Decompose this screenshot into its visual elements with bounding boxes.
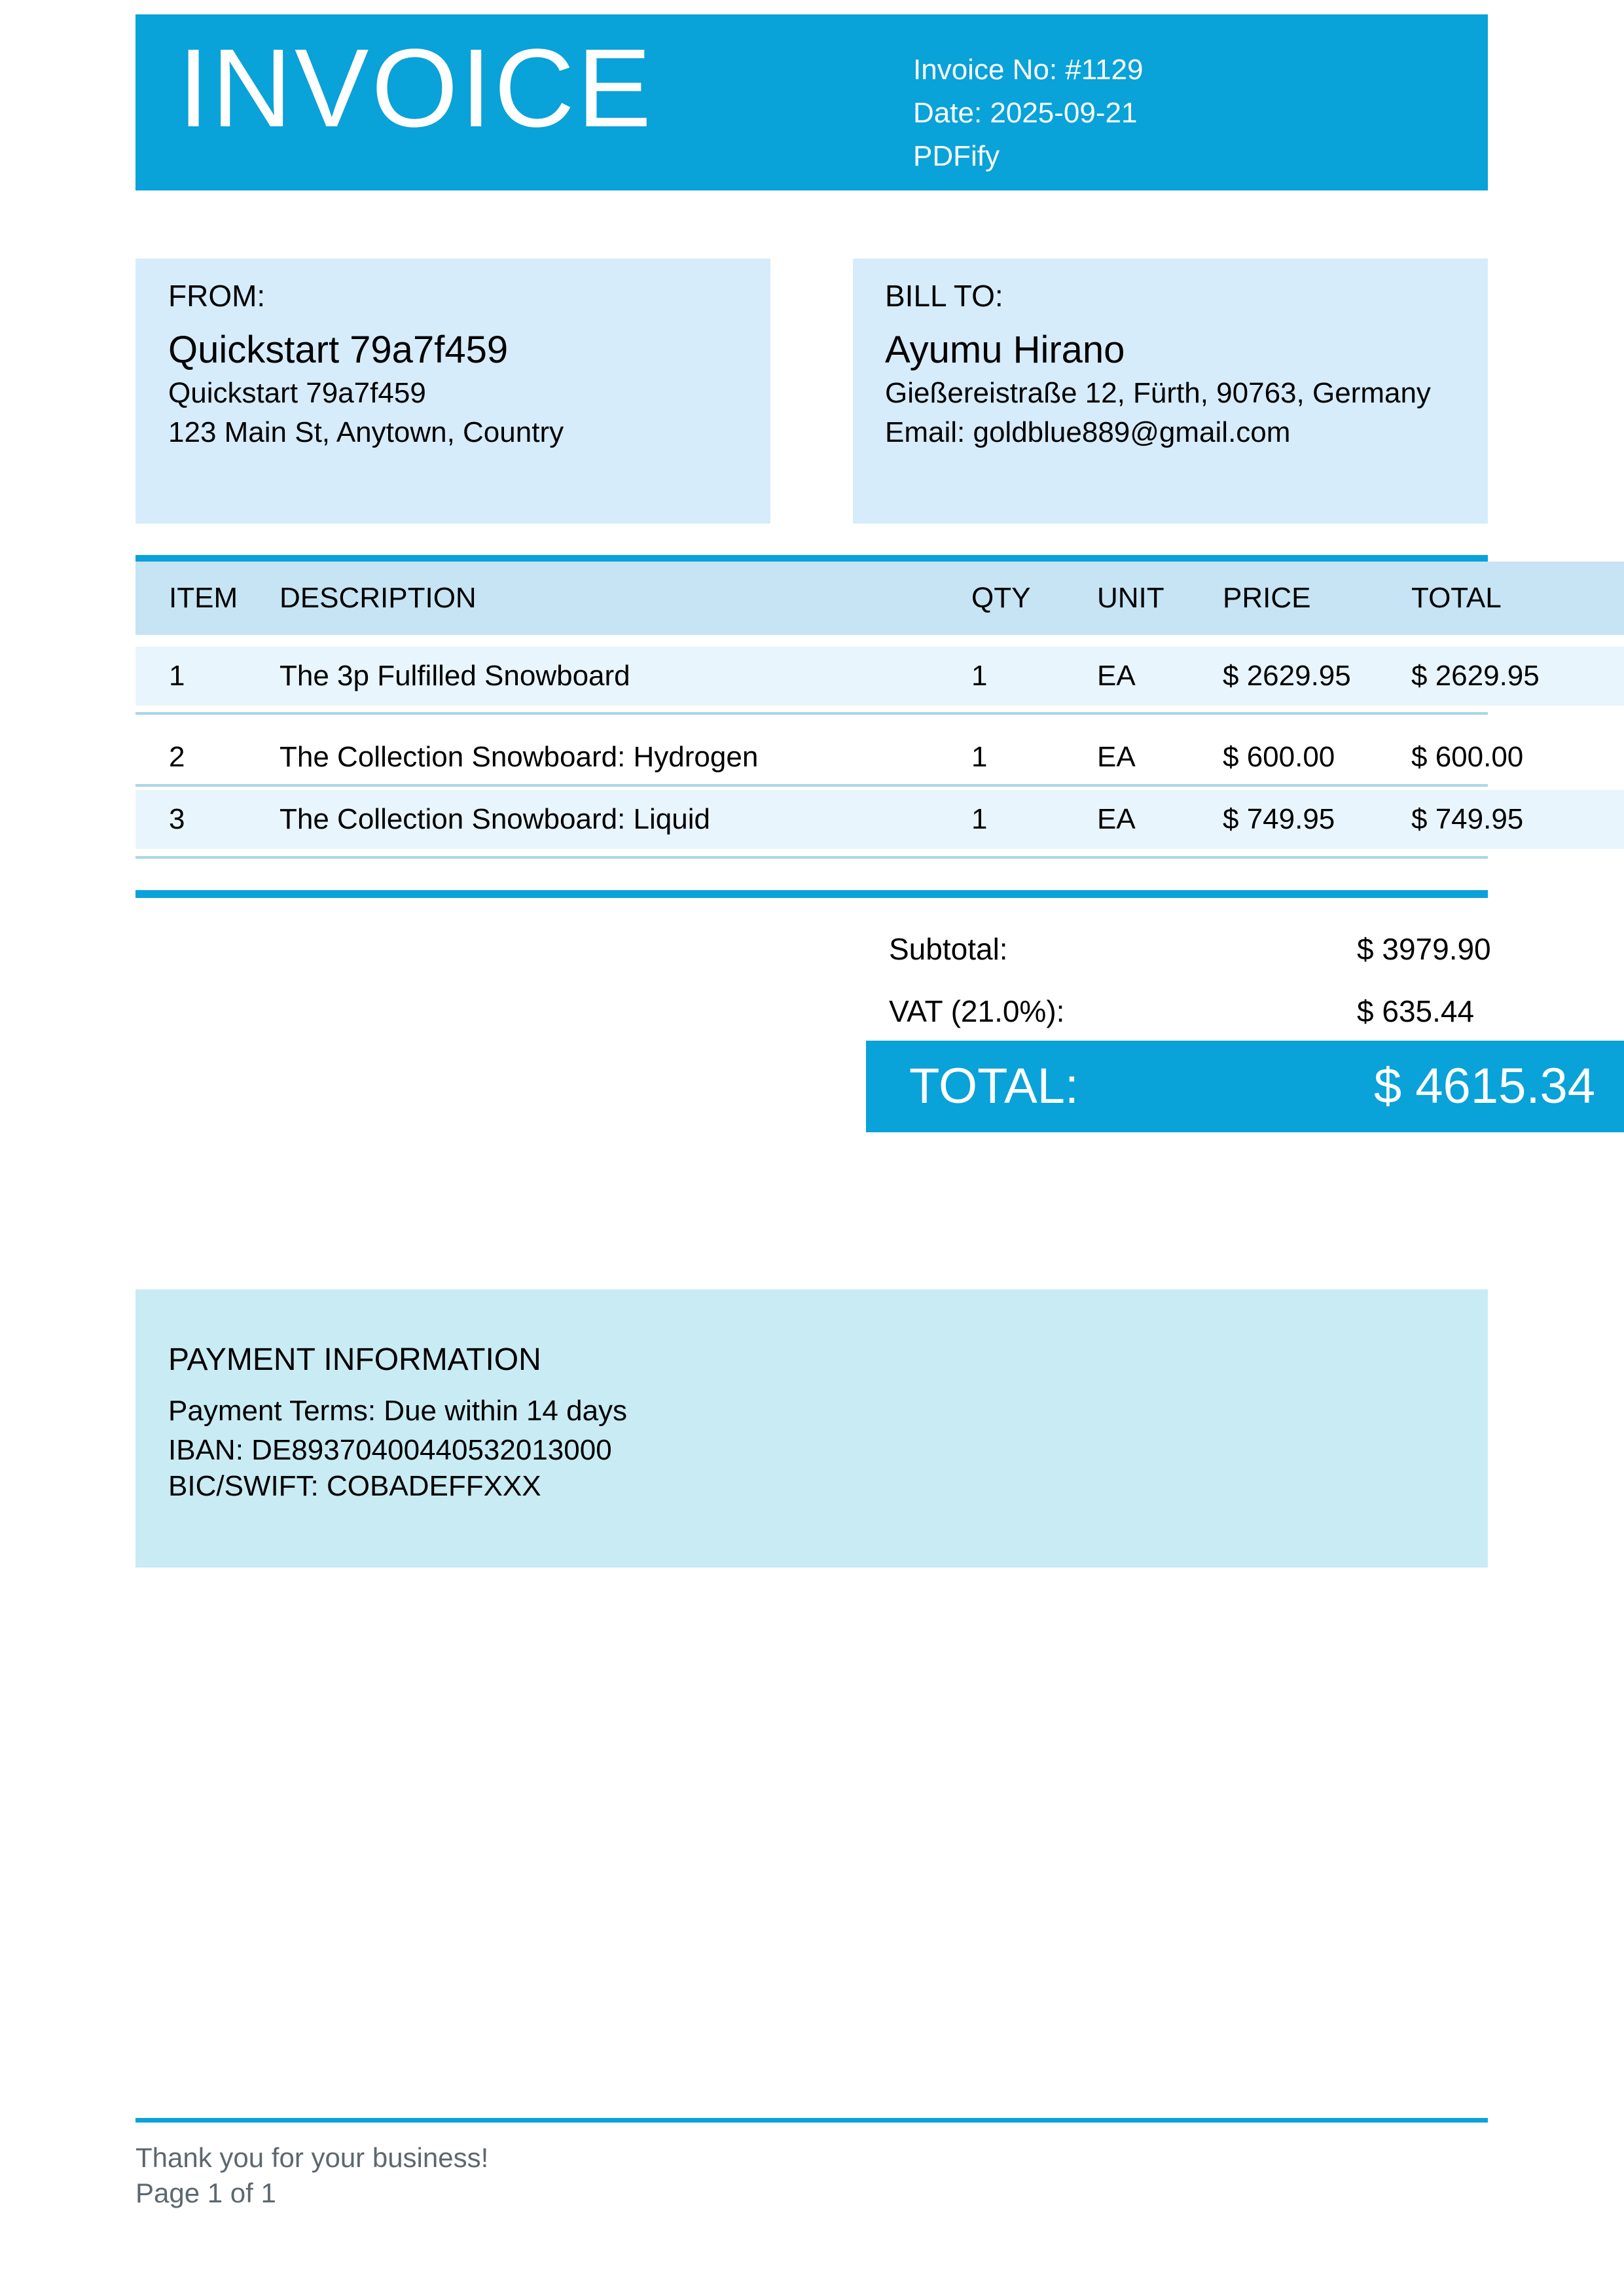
bill-to-name: Ayumu Hirano	[885, 329, 1125, 371]
bill-to-box	[853, 259, 1488, 524]
vat-label: VAT (21.0%):	[889, 994, 1065, 1028]
footer-rule	[135, 2118, 1488, 2123]
table-bottom-rule	[135, 890, 1488, 898]
from-address-line1: Quickstart 79a7f459	[168, 377, 426, 409]
from-box	[135, 259, 770, 524]
payment-info-title: PAYMENT INFORMATION	[168, 1342, 541, 1377]
invoice-meta	[913, 48, 1143, 178]
column-header-item: ITEM	[169, 582, 238, 614]
brand-name: PDFify	[913, 140, 1000, 172]
row-total: $ 600.00	[1411, 741, 1524, 773]
row-separator	[135, 712, 1488, 715]
column-header-qty: QTY	[971, 582, 1031, 614]
payment-iban: IBAN: DE89370400440532013000	[168, 1434, 612, 1466]
column-header-price: PRICE	[1223, 582, 1311, 614]
invoice-date: Date: 2025-09-21	[913, 97, 1138, 129]
payment-bic: BIC/SWIFT: COBADEFFXXX	[168, 1470, 541, 1502]
bill-to-label: BILL TO:	[885, 279, 1003, 313]
row-qty: 1	[971, 660, 988, 692]
table-row	[135, 728, 1624, 787]
row-separator	[135, 784, 1488, 787]
row-description: The 3p Fulfilled Snowboard	[280, 660, 630, 692]
column-header-description: DESCRIPTION	[280, 582, 477, 614]
row-unit: EA	[1097, 741, 1136, 773]
page-title: INVOICE	[178, 26, 655, 151]
row-item-number: 1	[169, 660, 185, 692]
row-price: $ 600.00	[1223, 741, 1335, 773]
row-price: $ 2629.95	[1223, 660, 1351, 692]
row-qty: 1	[971, 803, 988, 835]
column-header-total: TOTAL	[1411, 582, 1502, 614]
bill-to-address: Gießereistraße 12, Fürth, 90763, Germany	[885, 377, 1431, 409]
from-label: FROM:	[168, 279, 266, 313]
subtotal-value: $ 3979.90	[1357, 932, 1491, 966]
grand-total-band	[866, 1041, 1624, 1132]
row-separator	[135, 856, 1488, 859]
grand-total-label: TOTAL:	[909, 1058, 1079, 1114]
row-item-number: 2	[169, 741, 185, 773]
grand-total-value: $ 4615.34	[1373, 1058, 1595, 1114]
table-header-row	[135, 562, 1624, 635]
table-row	[135, 647, 1624, 706]
row-unit: EA	[1097, 803, 1136, 835]
row-total: $ 749.95	[1411, 803, 1524, 835]
subtotal-label: Subtotal:	[889, 932, 1008, 966]
column-header-unit: UNIT	[1097, 582, 1164, 614]
footer-page-number: Page 1 of 1	[135, 2178, 276, 2208]
table-top-rule	[135, 555, 1488, 562]
footer-thanks-text: Thank you for your business!	[135, 2142, 489, 2173]
row-item-number: 3	[169, 803, 185, 835]
row-description: The Collection Snowboard: Hydrogen	[280, 741, 759, 773]
payment-info-box	[135, 1289, 1488, 1568]
row-qty: 1	[971, 741, 988, 773]
invoice-number: Invoice No: #1129	[913, 54, 1144, 86]
subtotal-row	[0, 929, 1624, 969]
table-row	[135, 790, 1624, 849]
from-address-line2: 123 Main St, Anytown, Country	[168, 416, 564, 448]
payment-terms: Payment Terms: Due within 14 days	[168, 1395, 628, 1427]
row-price: $ 749.95	[1223, 803, 1335, 835]
row-total: $ 2629.95	[1411, 660, 1540, 692]
row-description: The Collection Snowboard: Liquid	[280, 803, 710, 835]
vat-row	[0, 992, 1624, 1031]
row-unit: EA	[1097, 660, 1136, 692]
from-name: Quickstart 79a7f459	[168, 329, 509, 371]
header-bar	[135, 14, 1488, 190]
bill-to-email: Email: goldblue889@gmail.com	[885, 416, 1291, 448]
vat-value: $ 635.44	[1357, 994, 1475, 1028]
